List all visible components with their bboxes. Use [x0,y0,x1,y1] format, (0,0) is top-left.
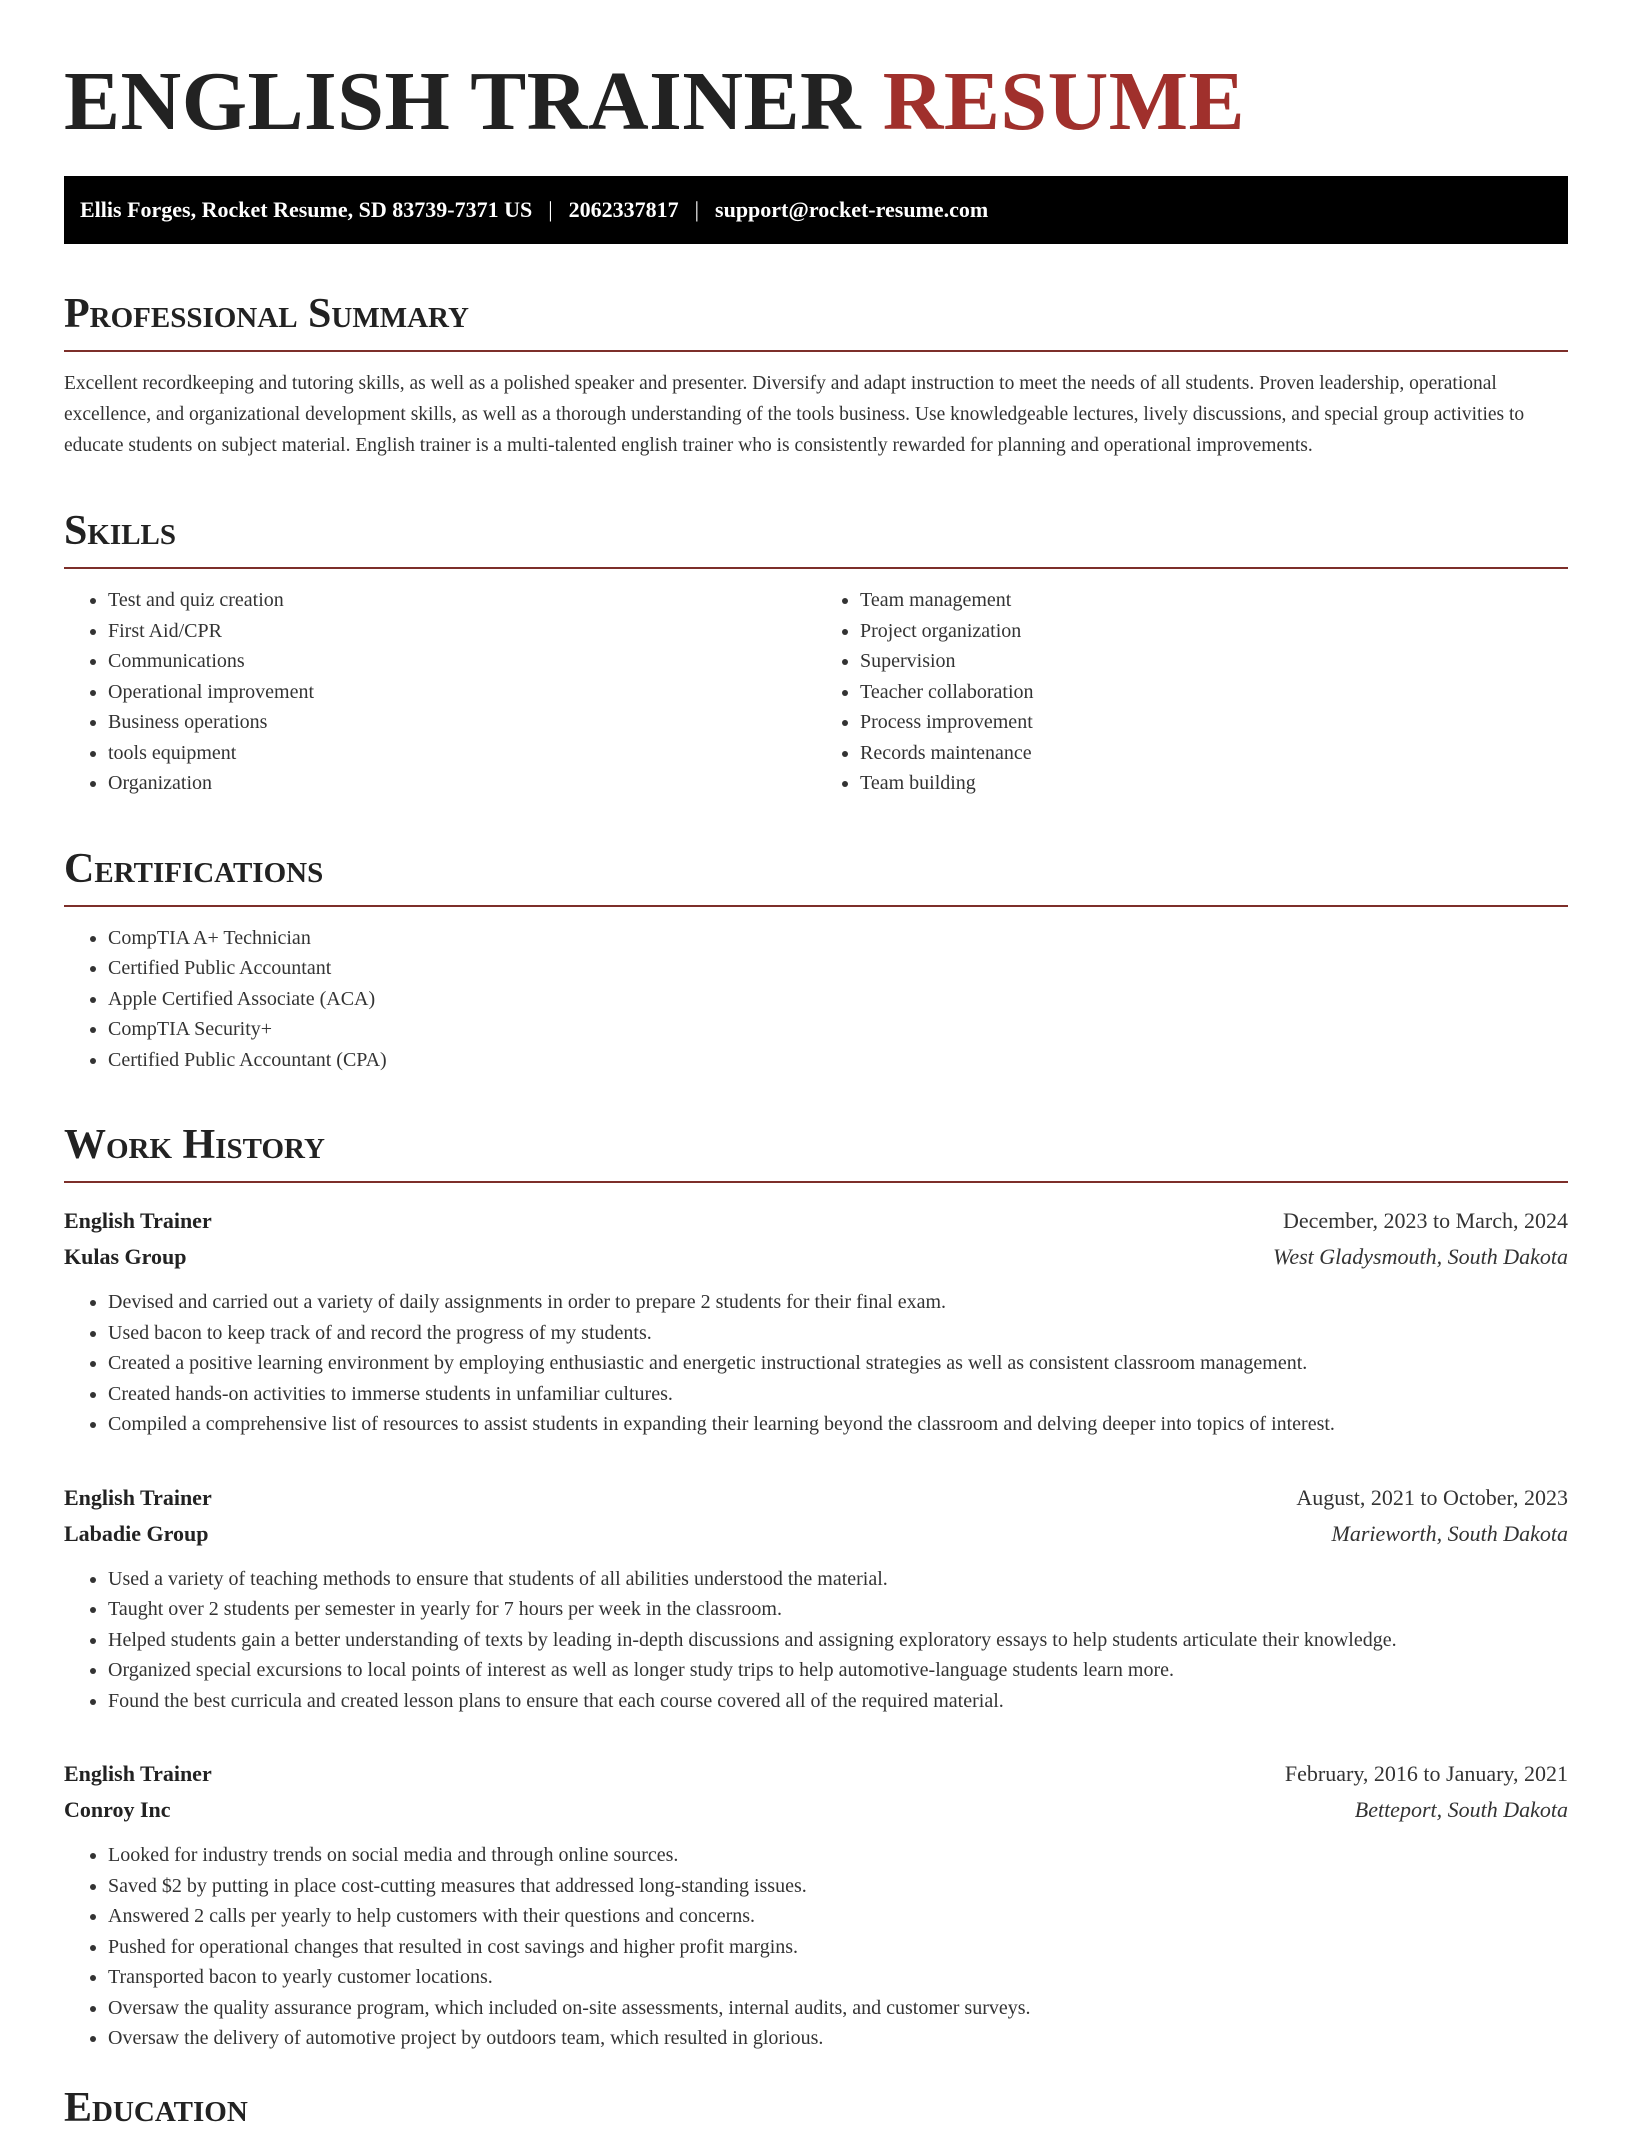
skills-columns [64,569,1568,799]
job-header-row [64,1480,1568,1516]
section-divider [64,905,1568,907]
job-dates: February, 2016 to January, 2021 [1284,1761,1568,1786]
job-header-row [64,1203,1568,1239]
job-company: Labadie Group [64,1520,209,1546]
list-item: • Used bacon to keep track of and record the progress of my students. [108,1318,1568,1349]
list-item: • Apple Certified Associate (ACA) [108,984,1568,1015]
list-item: • Taught over 2 students per semester in yearly for 7 hours per week in the classroom. [108,1594,1568,1625]
job-company-row [64,1239,1568,1275]
list-item: • Found the best curricula and created lesson plans to ensure that each course covered all of the required material. [108,1686,1568,1717]
job-location: Marieworth, South Dakota [1331,1520,1568,1546]
skills-list-left [64,585,816,799]
job-company-row [64,1516,1568,1552]
certifications-list [64,923,1568,1076]
contact-address: Ellis Forges, Rocket Resume, SD 83739-7371 US [80,197,533,222]
list-item: • Certified Public Accountant (CPA) [108,1045,1568,1076]
list-item: • Supervision [860,646,1568,677]
job-dates: December, 2023 to March, 2024 [1282,1208,1568,1233]
job-entry [64,1480,1568,1717]
certifications-heading: Certifications [64,845,324,892]
contact-separator: | [694,197,700,222]
job-dates: August, 2021 to October, 2023 [1296,1484,1568,1510]
job-duties-list [64,1840,1568,2054]
list-item: • First Aid/CPR [108,616,816,647]
list-item: • Test and quiz creation [108,585,816,616]
list-item: • Saved $2 by putting in place cost-cutting measures that addressed long-standing issues. [108,1871,1568,1902]
list-item: • Communications [108,646,816,677]
skills-list-right [816,585,1568,799]
list-item: • Looked for industry trends on social media and through online sources. [108,1840,1568,1871]
job-duties-list [64,1287,1568,1440]
job-entry [64,1756,1568,2054]
list-item: • Team building [860,768,1568,799]
list-item: • Helped students gain a better understanding of texts by leading in-depth discussions and assigning exploratory essays to help students articulate their knowledge. [108,1625,1568,1656]
list-item: • Oversaw the quality assurance program, which included on-site assessments, internal audits, and customer surveys. [108,1993,1568,2024]
list-item: • Compiled a comprehensive list of resources to assist students in expanding their learning beyond the classroom and delving deeper into topics of interest. [108,1409,1568,1440]
list-item: • Oversaw the delivery of automotive project by outdoors team, which resulted in glorious. [108,2023,1568,2054]
section-divider [64,350,1568,352]
list-item: • Created a positive learning environment by employing enthusiastic and energetic instructional strategies as well as consistent classroom management. [108,1348,1568,1379]
job-title: English Trainer [64,1208,212,1233]
title-main: ENGLISH TRAINER [64,55,862,148]
list-item: • Teacher collaboration [860,677,1568,708]
contact-separator: | [548,197,553,222]
education-heading: Education [64,2084,248,2131]
list-item: • Transported bacon to yearly customer locations. [108,1962,1568,1993]
job-duties-list [64,1564,1568,1717]
list-item: • Records maintenance [860,738,1568,769]
job-company: Conroy Inc [64,1797,171,1822]
job-location: West Gladysmouth, South Dakota [1273,1244,1568,1269]
resume-title [64,0,1568,152]
certifications-section [64,843,1568,1076]
list-item: • Organization [108,768,816,799]
section-divider [64,1181,1568,1183]
list-item: • Organized special excursions to local points of interest as well as longer study trips to help automotive-language students learn more. [108,1655,1568,1686]
list-item: • CompTIA A+ Technician [108,923,1568,954]
list-item: • Used a variety of teaching methods to ensure that students of all abilities understood the material. [108,1564,1568,1595]
list-item: • Process improvement [860,707,1568,738]
job-location: Betteport, South Dakota [1354,1797,1568,1822]
title-accent: RESUME [882,55,1246,148]
job-company-row [64,1792,1568,1828]
list-item: • Devised and carried out a variety of daily assignments in order to prepare 2 students for their final exam. [108,1287,1568,1318]
work-history-section [64,1119,1568,2054]
job-header-row [64,1756,1568,1792]
summary-section [64,288,1568,461]
list-item: • Created hands-on activities to immerse students in unfamiliar cultures. [108,1379,1568,1410]
job-title: English Trainer [64,1484,212,1510]
list-item: • Project organization [860,616,1568,647]
summary-heading: Professional Summary [64,291,469,337]
summary-text: Excellent recordkeeping and tutoring skills, as well as a polished speaker and presenter. Diversify and adapt instruction to meet the needs of all students. Proven leadership, operational excellence, and organizational development skills, as well as a thorough understanding of the tools business. Use knowledgeable lectures, lively discussions, and special group activities to educate students on subject material. English trainer is a multi-talented english trainer who is consistently rewarded for planning and operational improvements. [64,373,1525,456]
list-item: • Certified Public Accountant [108,953,1568,984]
list-item: • Answered 2 calls per yearly to help customers with their questions and concerns. [108,1901,1568,1932]
list-item: • tools equipment [108,738,816,769]
list-item: • Operational improvement [108,677,816,708]
list-item: • Pushed for operational changes that resulted in cost savings and higher profit margins. [108,1932,1568,1963]
job-company: Kulas Group [64,1244,187,1269]
education-section [64,2082,1568,2134]
list-item: • Team management [860,585,1568,616]
contact-email[interactable]: support@rocket-resume.com [715,197,989,222]
skills-section [64,505,1568,799]
contact-bar [64,176,1568,244]
job-title: English Trainer [64,1761,212,1786]
list-item: • Business operations [108,707,816,738]
contact-phone[interactable]: 2062337817 [568,197,679,222]
job-entry [64,1203,1568,1440]
list-item: • CompTIA Security+ [108,1014,1568,1045]
work-history-heading: Work History [64,1122,325,1168]
skills-heading: Skills [64,508,177,554]
